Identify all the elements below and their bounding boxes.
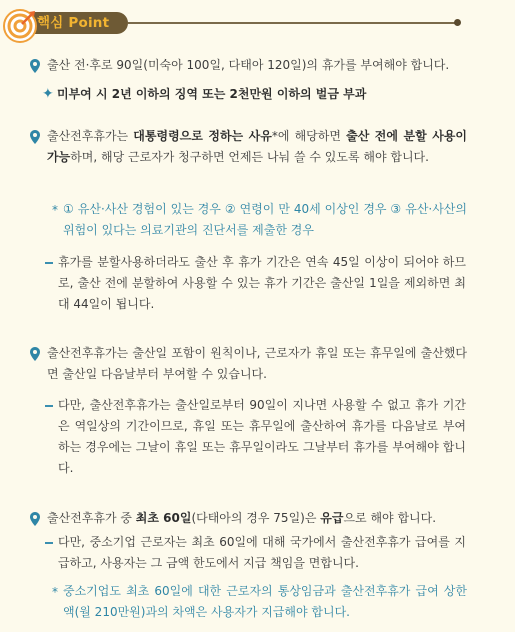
header-rule-end-dot xyxy=(454,19,461,26)
dash-bullet xyxy=(45,405,53,407)
target-badge-icon xyxy=(2,8,38,44)
asterisk-marker: * xyxy=(52,585,58,599)
point-2-subtext: 휴가를 분할사용하더라도 출산 후 휴가 기간은 연속 45일 이상이 되어야 하므로, 출산 전에 분할하여 사용할 수 있는 휴가 기간은 출산일 1일을 제외하면 최대 44일이 됩니다. xyxy=(58,255,466,311)
point-2-footnote: ① 유산·사산 경험이 있는 경우 ② 연령이 만 40세 이상인 경우 ③ 유산·사산의 위험이 있다는 의료기관의 진단서를 제출한 경우 xyxy=(63,202,467,237)
point-4-footnote: 중소기업도 최초 60일에 대한 근로자의 통상임금과 출산전후휴가 급여 상한액(월 210만원)과의 차액은 사용자가 지급해야 합니다. xyxy=(63,584,467,619)
point-3-text: 출산전후휴가는 출산일 포함이 원칙이나, 근로자가 휴일 또는 휴무일에 출산했다면 출산일 다음날부터 부여할 수 있습니다. xyxy=(47,346,467,381)
section-header xyxy=(0,0,515,46)
point-4-text: 출산전후휴가 중 최초 60일(다태아의 경우 75일)은 유급으로 해야 합니다. xyxy=(47,511,437,525)
page-title: 핵심 Point xyxy=(37,15,110,31)
point-2-text: 출산전후휴가는 대통령령으로 정하는 사유*에 해당하면 출산 전에 분할 사용이 가능하며, 해당 근로자가 청구하면 언제든 나눠 쓸 수 있도록 해야 합니다. xyxy=(47,129,467,164)
point-1-text: 출산 전·후로 90일(미숙아 100일, 다태아 120일)의 휴가를 부여해야 합니다. xyxy=(47,58,450,72)
point-4-subtext: 다만, 중소기업 근로자는 최초 60일에 대해 국가에서 출산전후휴가 급여를 지급하고, 사용자는 그 금액 한도에서 지급 책임을 면합니다. xyxy=(58,535,466,570)
dash-bullet xyxy=(45,262,53,264)
pin-icon xyxy=(30,347,40,361)
sparkle-icon: ✦ xyxy=(42,86,54,102)
dash-bullet xyxy=(45,542,53,544)
asterisk-marker: * xyxy=(52,203,58,217)
pin-icon xyxy=(30,512,40,526)
pin-icon xyxy=(30,59,40,73)
point-3-subtext: 다만, 출산전후휴가는 출산일로부터 90일이 지나면 사용할 수 없고 휴가 기간은 역일상의 기간이므로, 휴일 또는 휴무일에 출산하여 휴가를 다음날로 부여하는 경우에는 그날이 휴일 또는 휴무일이라도 그날부터 휴가를 부여해야 합니다. xyxy=(58,398,466,475)
pin-icon xyxy=(30,130,40,144)
penalty-text: 미부여 시 2년 이하의 징역 또는 2천만원 이하의 벌금 부과 xyxy=(57,87,367,101)
header-rule xyxy=(128,22,458,24)
